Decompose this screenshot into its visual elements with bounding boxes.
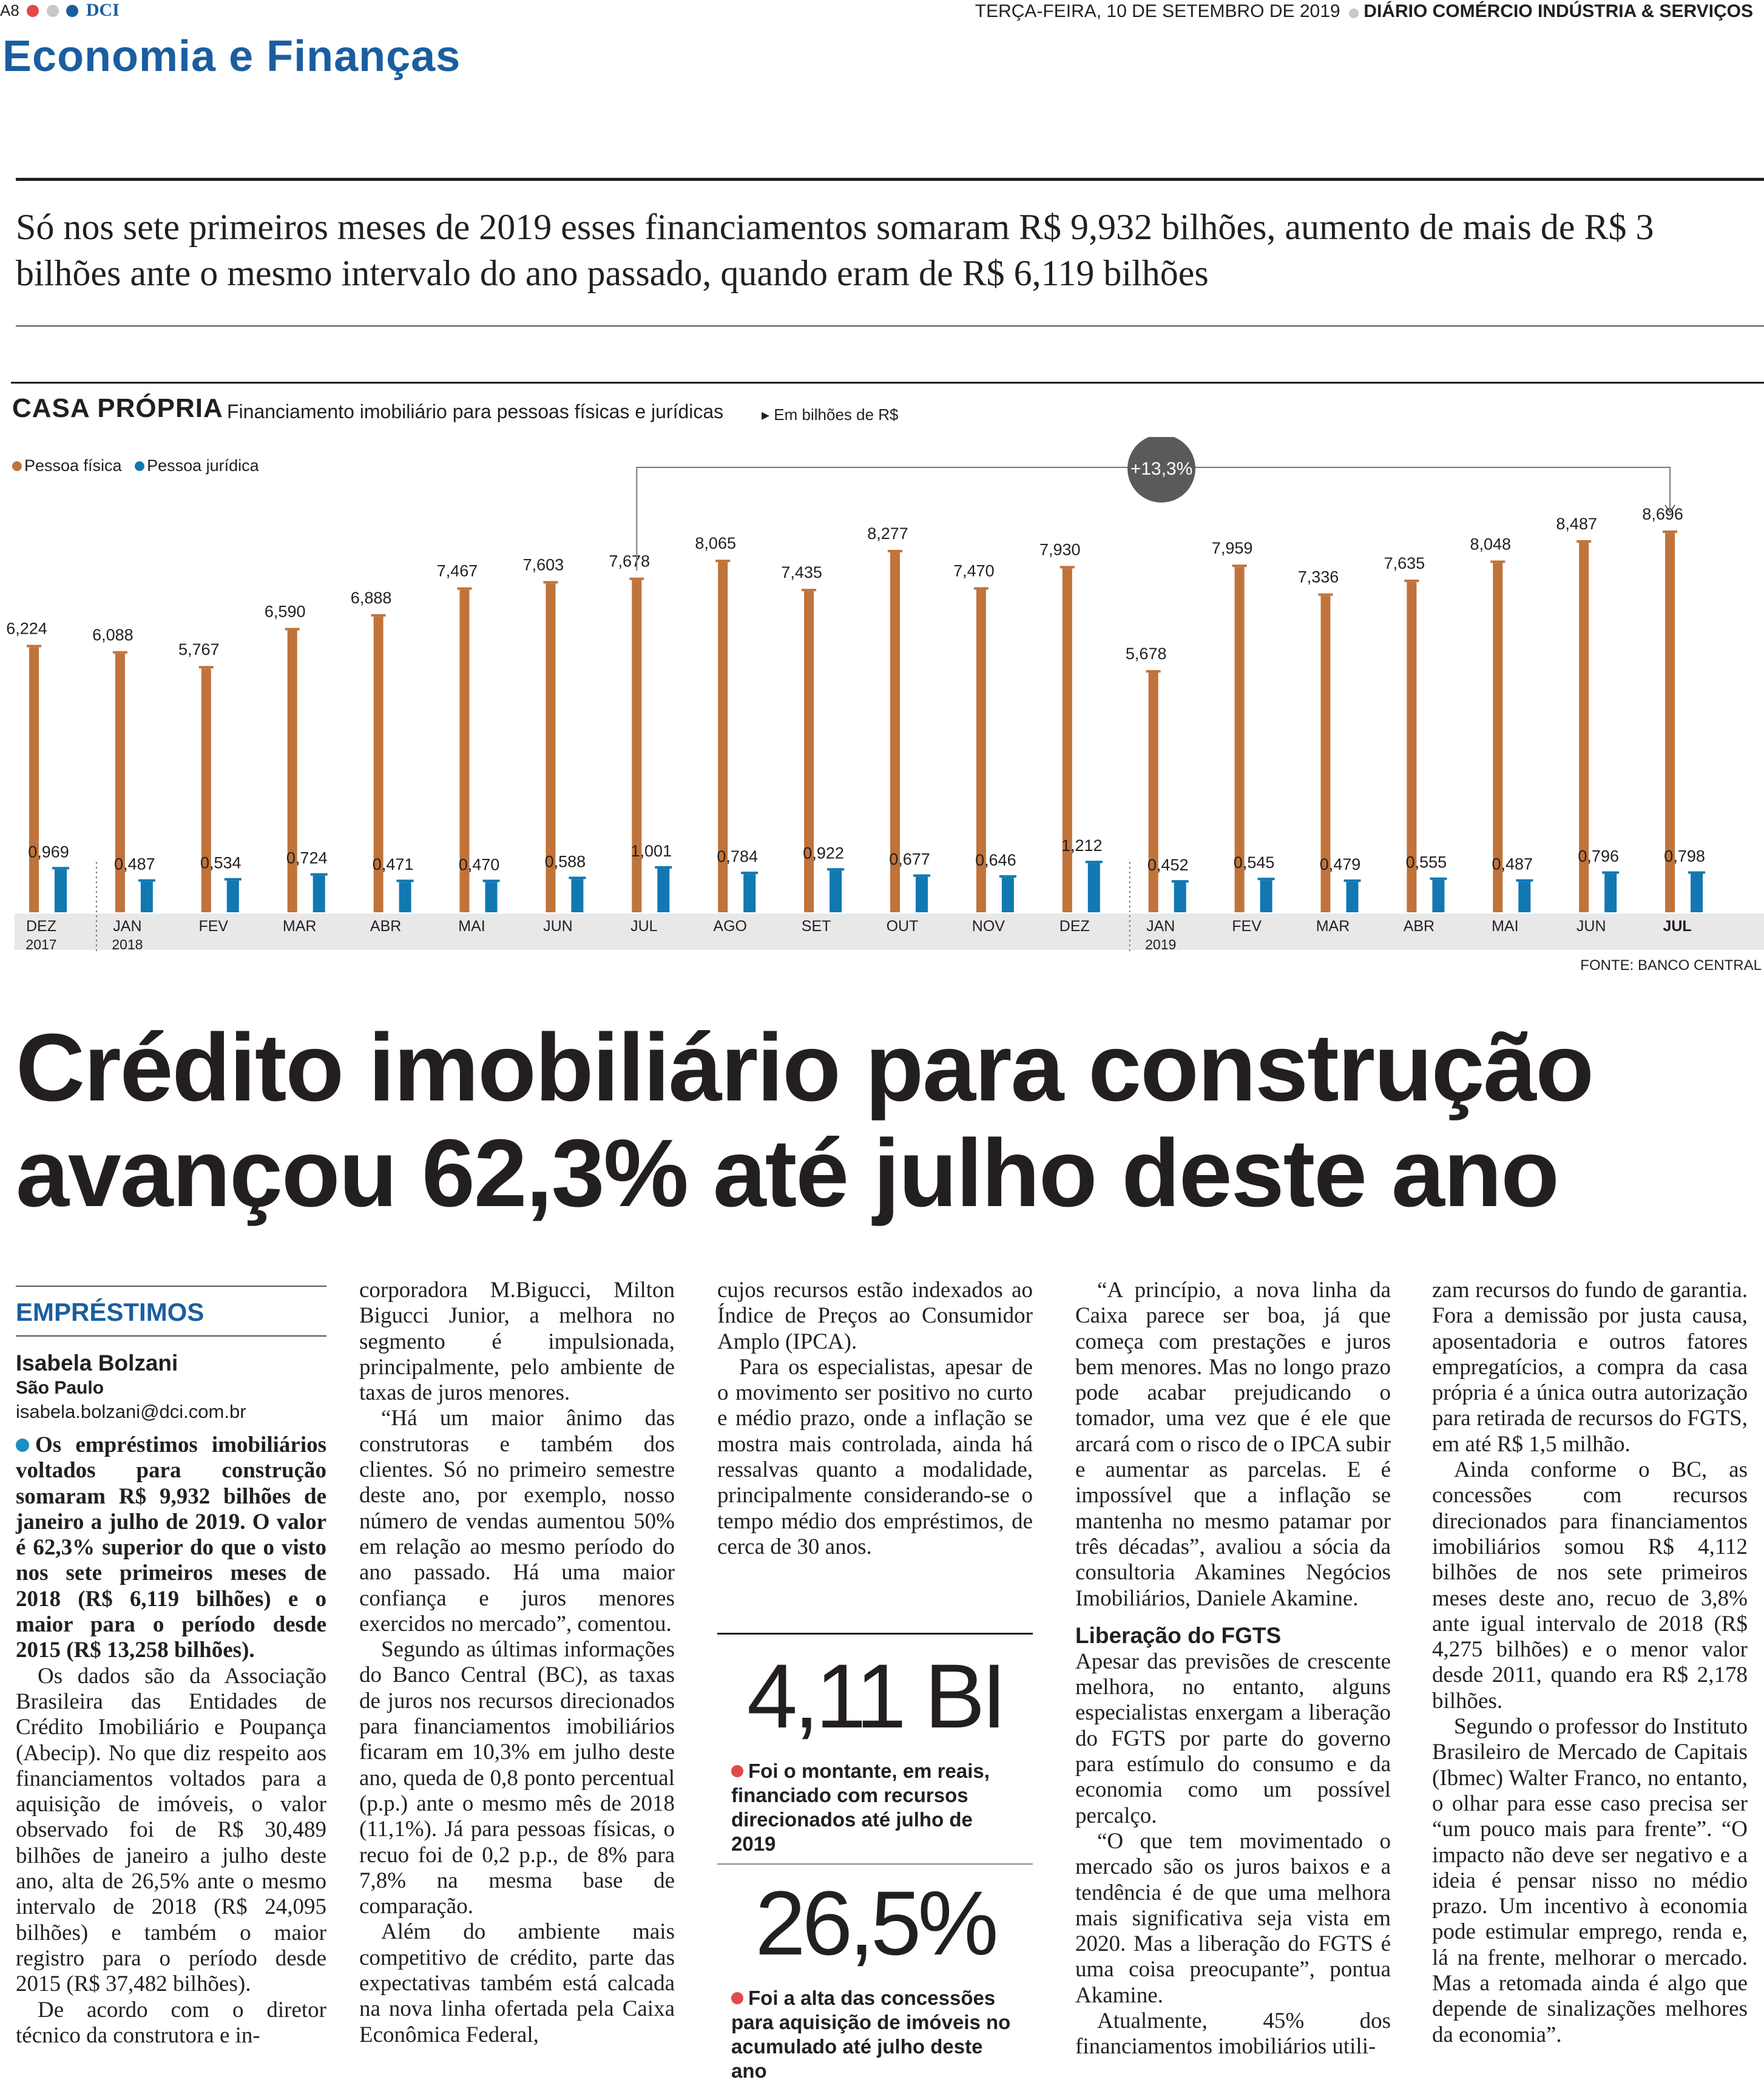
bar-cap-pessoa-juridica — [1688, 871, 1705, 873]
x-tick-label: JAN — [1146, 918, 1175, 935]
bar-pessoa-juridica — [1691, 873, 1703, 912]
bar-cap-pessoa-fisica — [715, 560, 730, 562]
x-tick-year: 2017 — [25, 937, 57, 952]
bar-cap-pessoa-juridica — [655, 866, 672, 869]
brand-logo: DCI — [86, 0, 120, 20]
bar-cap-pessoa-juridica — [1602, 872, 1619, 874]
paragraph: Ainda conforme o BC, as concessões com recursos direcionados para financiamentos imobiliários somou R$ 4,112 bilhões de nos sete primeiros meses deste ano, recuo de 3,8% ante igual intervalo de 2018 (R$ 4,275 bilhões) e o menor valor desde 2011, quando era R$ 2,178 bilhões. — [1432, 1457, 1748, 1713]
data-label-pessoa-fisica: 6,590 — [264, 602, 306, 621]
bar-cap-pessoa-juridica — [1516, 880, 1533, 882]
x-tick-label: SET — [801, 918, 831, 935]
bar-cap-pessoa-fisica — [629, 578, 644, 580]
bar-pessoa-fisica — [201, 668, 211, 912]
bar-cap-pessoa-fisica — [113, 651, 127, 654]
bar-cap-pessoa-fisica — [458, 588, 472, 590]
x-tick-label: MAI — [458, 918, 485, 935]
bar-pessoa-juridica — [1260, 880, 1272, 912]
data-label-pessoa-juridica: 0,487 — [114, 855, 155, 873]
paragraph: Os dados são da Associação Brasileira das Entidades de Crédito Imobiliário e Poupança (Abecip). No que diz respeito aos financiamentos voltados para a aquisição de imóveis, o valor observado foi de R$ 30,489 bilhões de janeiro a julho deste ano, alta de 26,5% ante o mesmo intervalo de 2018 (R$ 24,095 bilhões) e também o maior registro para o período desde 2015 (R$ 37,482 bilhões). — [16, 1663, 326, 1997]
bar-pessoa-juridica — [227, 881, 239, 912]
data-label-pessoa-juridica: 0,724 — [286, 849, 328, 867]
x-tick-label: DEZ — [1059, 918, 1090, 935]
bar-cap-pessoa-juridica — [741, 872, 758, 874]
bar-cap-pessoa-fisica — [1319, 594, 1333, 596]
data-label-pessoa-fisica: 8,487 — [1556, 514, 1597, 533]
data-label-pessoa-juridica: 0,588 — [544, 852, 586, 871]
data-label-pessoa-juridica: 0,555 — [1405, 853, 1447, 872]
bar-cap-pessoa-fisica — [371, 614, 386, 617]
data-label-pessoa-fisica: 7,470 — [953, 561, 995, 580]
bar-cap-pessoa-juridica — [1172, 880, 1189, 883]
bar-pessoa-juridica — [571, 879, 583, 912]
bar-cap-pessoa-juridica — [913, 875, 930, 877]
data-label-pessoa-fisica: 7,603 — [522, 555, 564, 574]
section-title: Economia e Finanças — [2, 32, 461, 81]
chart-source: FONTE: BANCO CENTRAL — [1580, 957, 1762, 974]
bar-pessoa-juridica — [1174, 883, 1186, 912]
data-label-pessoa-fisica: 8,065 — [695, 534, 736, 553]
stat-caption-text-2: Foi a alta das concessões para aquisição de imóveis no acumulado até julho deste ano — [731, 1987, 1011, 2082]
data-label-pessoa-juridica: 0,470 — [458, 855, 500, 874]
lead-text: Os empréstimos imobiliários voltados para construção somaram R$ 9,932 bilhões de janeiro a julho de 2019. O valor é 62,3% superior do que o visto nos sete primeiros meses de 2018 (R$ 6,119 bilhões) e o maior para o período desde 2015 (R$ 13,258 bilhões). — [16, 1432, 326, 1663]
bar-pessoa-juridica — [1347, 882, 1359, 912]
article-subhead: Liberação do FGTS — [1075, 1622, 1282, 1648]
issue-date: TERÇA-FEIRA, 10 DE SETEMBRO DE 2019 — [975, 1, 1340, 21]
data-label-pessoa-fisica: 8,048 — [1470, 535, 1512, 554]
x-tick-label: FEV — [1232, 918, 1262, 935]
data-label-pessoa-fisica: 7,959 — [1211, 539, 1253, 558]
legend-label-pf: Pessoa física — [24, 456, 122, 475]
data-label-pessoa-juridica: 0,922 — [803, 844, 844, 863]
divider — [717, 1863, 1033, 1865]
bullet-icon — [731, 1992, 743, 2004]
divider — [11, 382, 1764, 384]
chart-subtitle: Financiamento imobiliário para pessoas físicas e jurídicas — [227, 401, 724, 422]
x-tick-label: MAI — [1492, 918, 1519, 935]
x-tick-label: JAN — [113, 918, 142, 935]
headline: Crédito imobiliário para construção avançou 62,3% até julho deste ano — [16, 1014, 1593, 1227]
data-label-pessoa-fisica: 7,635 — [1384, 554, 1425, 572]
bar-cap-pessoa-fisica — [1060, 566, 1075, 568]
bar-pessoa-juridica — [1518, 882, 1530, 912]
bar-cap-pessoa-juridica — [569, 876, 586, 879]
paragraph: “O que tem movimentado o mercado são os juros baixos e a tendência é de que uma melhora mais significativa seja vista em 2020. Mas a liberação do FGTS é uma coisa preocupante”, pontua Akamine. — [1075, 1828, 1391, 2008]
data-label-pessoa-fisica: 7,336 — [1297, 568, 1339, 586]
divider — [717, 1633, 1033, 1635]
lead-paragraph — [16, 1432, 326, 1664]
data-label-pessoa-juridica: 0,798 — [1664, 847, 1705, 866]
data-label-pessoa-fisica: 7,930 — [1039, 540, 1081, 559]
bar-cap-pessoa-juridica — [999, 875, 1016, 878]
bullet-icon — [16, 1439, 29, 1452]
article-column-2 — [359, 1278, 675, 2048]
masthead-left — [0, 0, 120, 21]
article-kicker: EMPRÉSTIMOS — [16, 1298, 204, 1326]
data-label-pessoa-juridica: 0,784 — [717, 847, 758, 866]
brand-dot-blue — [66, 5, 78, 17]
bar-pessoa-juridica — [1604, 874, 1617, 912]
bar-cap-pessoa-fisica — [543, 581, 558, 583]
stat-caption-2 — [731, 1986, 1022, 2083]
chart-units: ▸ Em bilhões de R$ — [762, 405, 899, 424]
paragraph: “A princípio, a nova linha da Caixa parece ser boa, já que começa com prestações e juros bem menores. Mas no longo prazo pode acabar prejudicando o tomador, uma vez que é ele que arcará com o risco de o IPCA subir e aumentar as parcelas. E é impossível que a inflação se mantenha no mesmo patamar por três décadas”, avaliou a sócia da consultoria Akamines Negócios Imobiliários, Daniele Akamine. — [1075, 1278, 1391, 1611]
bar-pessoa-fisica — [115, 654, 125, 912]
legend-label-pj: Pessoa jurídica — [147, 456, 259, 475]
bar-pessoa-juridica — [55, 869, 67, 912]
paragraph: “Há um maior ânimo das construtoras e também dos clientes. Só no primeiro semestre deste ano, por exemplo, nosso número de vendas aumentou 50% em relação ao mesmo período do ano passado. Há uma maior confiança e juros menores exercidos no mercado”, comentou. — [359, 1406, 675, 1636]
bar-chart — [0, 437, 1764, 959]
data-label-pessoa-juridica: 1,212 — [1061, 836, 1103, 855]
data-label-pessoa-juridica: 0,452 — [1147, 856, 1189, 875]
data-label-pessoa-fisica: 7,467 — [436, 561, 478, 580]
bar-pessoa-juridica — [1432, 880, 1444, 912]
bar-cap-pessoa-juridica — [138, 880, 155, 882]
bar-pessoa-fisica — [632, 580, 641, 912]
chart-title: CASA PRÓPRIA — [12, 393, 223, 423]
data-label-pessoa-fisica: 7,678 — [609, 552, 651, 571]
bar-cap-pessoa-fisica — [888, 550, 902, 552]
article-column-5 — [1432, 1278, 1748, 2048]
bar-cap-pessoa-fisica — [285, 628, 300, 631]
data-label-pessoa-juridica: 0,646 — [975, 850, 1016, 869]
bar-pessoa-juridica — [657, 869, 669, 912]
paragraph: zam recursos do fundo de garantia. Fora a demissão por justa causa, aposentadoria e outros fatores empregatícios, a compra da casa própria é a única outra autorização para retirada de recursos do FGTS, em até R$ 1,5 milhão. — [1432, 1278, 1748, 1457]
paragraph: Segundo as últimas informações do Banco Central (BC), as taxas de juros nos recursos direcionados para financiamentos imobiliários ficaram em 10,3% em julho deste ano, queda de 0,8 ponto percentual (p.p.) ante o mesmo mês de 2018 (11,1%). Já para pessoas físicas, o recuo foi de 0,2 p.p., de 8% para 7,8% na mesma base de comparação. — [359, 1637, 675, 1919]
bar-cap-pessoa-juridica — [1430, 878, 1447, 880]
bar-pessoa-fisica — [1149, 673, 1158, 912]
bar-pessoa-juridica — [743, 874, 755, 912]
divider — [16, 325, 1764, 327]
bar-cap-pessoa-fisica — [199, 666, 214, 668]
data-label-pessoa-fisica: 5,767 — [178, 640, 220, 659]
bar-cap-pessoa-fisica — [1232, 564, 1247, 567]
data-label-pessoa-fisica: 6,088 — [92, 625, 133, 644]
separator-dot — [1349, 8, 1359, 18]
bar-cap-pessoa-fisica — [802, 589, 816, 591]
x-tick-label: ABR — [370, 918, 402, 935]
author-city: São Paulo — [16, 1378, 104, 1398]
bar-cap-pessoa-fisica — [1663, 530, 1677, 533]
bar-cap-pessoa-fisica — [1490, 560, 1505, 563]
data-label-pessoa-juridica: 0,487 — [1492, 855, 1533, 873]
paragraph: cujos recursos estão indexados ao Índice de Preços ao Consumidor Amplo (IPCA). — [717, 1278, 1033, 1354]
stat-caption-1 — [731, 1759, 1022, 1856]
masthead-right — [975, 1, 1753, 22]
deck-text: Só nos sete primeiros meses de 2019 esses financiamentos somaram R$ 9,932 bilhões, aumento de mais de R$ 3 bilhões ante o mesmo intervalo do ano passado, quando eram de R$ 6,119 bilhões — [16, 207, 1654, 293]
bar-cap-pessoa-juridica — [827, 868, 844, 870]
bar-cap-pessoa-fisica — [1146, 670, 1161, 673]
paragraph: Atualmente, 45% dos financiamentos imobiliários utili- — [1075, 2008, 1391, 2059]
bar-pessoa-fisica — [288, 631, 297, 912]
brand-dot-red — [27, 5, 39, 17]
bar-pessoa-juridica — [830, 870, 842, 912]
bar-cap-pessoa-fisica — [1576, 540, 1591, 543]
x-tick-label: AGO — [713, 918, 747, 935]
x-tick-label: ABR — [1403, 918, 1435, 935]
data-label-pessoa-juridica: 0,471 — [372, 855, 414, 874]
data-label-pessoa-juridica: 0,479 — [1319, 855, 1361, 873]
x-tick-label: FEV — [198, 918, 229, 935]
brand-dot-gray — [47, 5, 59, 17]
paragraph: Para os especialistas, apesar de o movimento ser positivo no curto e médio prazo, onde a inflação se mostra mais controlada, ainda há ressalvas quanto a modalidade, principalmente considerando-se o tempo médio dos empréstimos, de cerca de 30 anos. — [717, 1354, 1033, 1559]
divider — [16, 1286, 326, 1287]
x-tick-label: MAR — [1316, 918, 1350, 935]
bar-cap-pessoa-fisica — [27, 645, 41, 647]
divider — [16, 178, 1764, 181]
bar-cap-pessoa-juridica — [397, 880, 414, 882]
bar-pessoa-fisica — [804, 591, 814, 912]
bar-cap-pessoa-juridica — [1086, 861, 1103, 863]
x-tick-label: OUT — [886, 918, 919, 935]
bar-cap-pessoa-juridica — [1258, 878, 1275, 880]
paragraph: Além do ambiente mais competitivo de crédito, parte das expectativas também está calcada na nova linha ofertada pela Caixa Econômica Federal, — [359, 1919, 675, 2047]
bar-pessoa-juridica — [1088, 863, 1100, 912]
data-label-pessoa-juridica: 0,545 — [1233, 853, 1275, 872]
bar-cap-pessoa-fisica — [1404, 580, 1419, 582]
bullet-icon — [731, 1765, 743, 1777]
bar-pessoa-juridica — [399, 882, 411, 912]
author-name: Isabela Bolzani — [16, 1351, 178, 1375]
bar-cap-pessoa-juridica — [52, 867, 69, 869]
x-tick-label: JUL — [1663, 918, 1692, 935]
bar-pessoa-fisica — [1063, 568, 1072, 912]
data-label-pessoa-fisica: 8,277 — [867, 524, 908, 543]
data-label-pessoa-juridica: 0,796 — [1578, 847, 1619, 866]
bar-pessoa-fisica — [29, 647, 39, 912]
bar-pessoa-juridica — [313, 876, 325, 912]
paragraph: Apesar das previsões de crescente melhora, no entanto, alguns especialistas enxergam a liberação do FGTS por parte do governo para estímulo do consumo e da economia como um possível percalço. — [1075, 1649, 1391, 1828]
data-label-pessoa-fisica: 7,435 — [781, 563, 822, 582]
article-column-1 — [16, 1286, 326, 2049]
bar-cap-pessoa-juridica — [483, 880, 500, 882]
bar-pessoa-juridica — [141, 882, 153, 912]
data-label-pessoa-fisica: 6,224 — [6, 619, 47, 638]
x-tick-label: JUL — [630, 918, 658, 935]
stat-value-1: 4,11 BI — [746, 1645, 1004, 1747]
bar-pessoa-juridica — [1002, 878, 1014, 912]
x-tick-label: MAR — [282, 918, 317, 935]
x-tick-year: 2019 — [1145, 937, 1177, 952]
bar-pessoa-juridica — [485, 882, 498, 912]
bar-cap-pessoa-juridica — [311, 873, 328, 876]
data-label-pessoa-juridica: 0,969 — [28, 842, 69, 861]
author-email: isabela.bolzani@dci.com.br — [16, 1401, 246, 1422]
article-column-4 — [1075, 1278, 1391, 2060]
x-tick-label: JUN — [1576, 918, 1606, 935]
growth-badge-label: +13,3% — [1130, 459, 1193, 479]
paper-name: DIÁRIO COMÉRCIO INDÚSTRIA & SERVIÇOS — [1364, 1, 1753, 21]
bar-pessoa-juridica — [916, 877, 928, 912]
data-label-pessoa-juridica: 1,001 — [630, 841, 672, 860]
bar-cap-pessoa-juridica — [1344, 880, 1361, 882]
stat-caption-text-1: Foi o montante, em reais, financiado com recursos direcionados até julho de 2019 — [731, 1760, 990, 1855]
paragraph: Segundo o professor do Instituto Brasileiro de Mercado de Capitais (Ibmec) Walter Franco, no entanto, o olhar para esse caso precisa ser “um pouco mais para frente”. “O impacto não deve ser negativo e a ideia é pensar nisso no médio prazo. Um incentivo à economia pode estimular emprego, renda e, lá na frente, melhorar o mercado. Mas a retomada ainda é algo que depende de sinalizações melhores da economia”. — [1432, 1714, 1748, 2047]
x-tick-year: 2018 — [112, 937, 143, 952]
stat-value-2: 26,5% — [755, 1872, 995, 1974]
paragraph: corporadora M.Bigucci, Milton Bigucci Junior, a melhora no segmento é impulsionada, principalmente, pelo ambiente de taxas de juros menores. — [359, 1278, 675, 1406]
x-tick-label: JUN — [543, 918, 573, 935]
data-label-pessoa-juridica: 0,534 — [200, 853, 242, 872]
bar-cap-pessoa-fisica — [974, 587, 988, 589]
divider — [16, 1335, 326, 1337]
data-label-pessoa-fisica: 8,696 — [1642, 505, 1683, 524]
x-tick-label: DEZ — [26, 918, 56, 935]
data-label-pessoa-fisica: 5,678 — [1125, 645, 1167, 663]
x-tick-label: NOV — [972, 918, 1005, 935]
data-label-pessoa-juridica: 0,677 — [889, 850, 930, 869]
page-number: A8 — [0, 1, 19, 19]
chart-units-label: Em bilhões de R$ — [774, 405, 899, 424]
paragraph: De acordo com o diretor técnico da construtora e in- — [16, 1997, 326, 2048]
bar-cap-pessoa-juridica — [225, 878, 242, 881]
data-label-pessoa-fisica: 6,888 — [350, 588, 392, 607]
article-column-3 — [717, 1278, 1033, 1560]
